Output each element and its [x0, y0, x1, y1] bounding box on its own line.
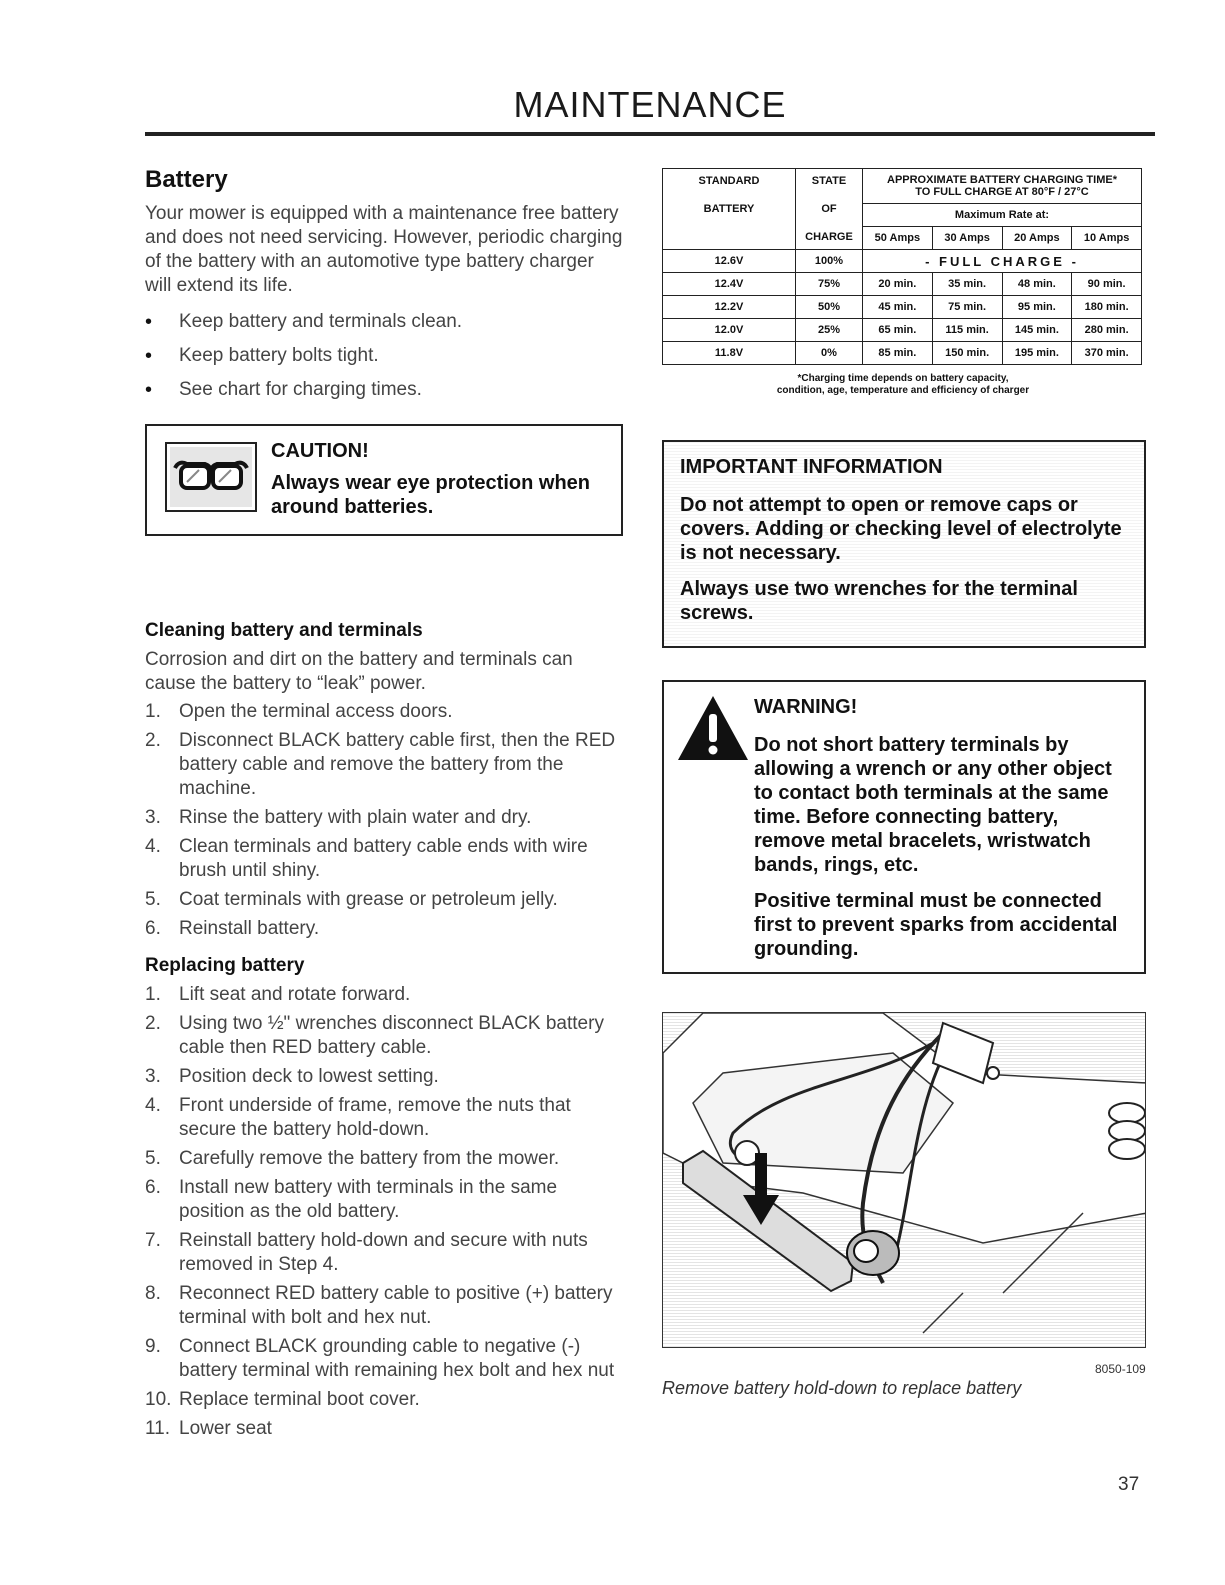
header-amps: 30 Amps	[932, 227, 1002, 250]
list-item: • Keep battery bolts tight.	[145, 344, 625, 368]
list-item: 4. Clean terminals and battery cable ends with wire brush until shiny.	[145, 836, 588, 881]
warning-text-2: Positive terminal must be connected first to prevent sparks from accidental grounding.	[754, 890, 1118, 960]
warning-title: WARNING!	[754, 696, 858, 718]
warning-box	[662, 680, 1146, 974]
battery-bullets	[145, 310, 625, 402]
table-row: 12.2V 50% 45 min. 75 min. 95 min. 180 min.	[663, 296, 1142, 319]
list-item: 6. Reinstall battery.	[145, 918, 320, 939]
header-standard-battery: STANDARD BATTERY	[663, 169, 796, 250]
warning-text-1: Do not short battery terminals by allowing a wrench or any other object to contact both terminals at the same time. Before connecting battery, remove metal bracelets, wristwatch bands, rings, etc.	[754, 734, 1112, 876]
page-number: 37	[1118, 1474, 1140, 1495]
list-item: 5. Carefully remove the battery from the mower.	[145, 1148, 560, 1169]
list-item: 2. Using two ½" wrenches disconnect BLACK battery cable then RED battery cable.	[145, 1013, 604, 1058]
page-title: MAINTENANCE	[513, 84, 787, 125]
full-charge-label: - FULL CHARGE -	[863, 250, 1142, 273]
list-item: 3. Rinse the battery with plain water and dry.	[145, 807, 532, 828]
cleaning-steps	[145, 700, 625, 941]
list-item: 10. Replace terminal boot cover.	[145, 1389, 420, 1410]
battery-figure	[662, 1012, 1146, 1348]
warning-triangle-icon	[676, 694, 750, 762]
charging-table	[662, 168, 1142, 365]
caution-box	[145, 424, 623, 536]
list-item: 1. Lift seat and rotate forward.	[145, 984, 411, 1005]
list-item: 9. Connect BLACK grounding cable to negative (-) battery terminal with remaining hex bolt and hex nut	[145, 1336, 615, 1381]
list-item: 8. Reconnect RED battery cable to positive (+) battery terminal with bolt and hex nut.	[145, 1283, 613, 1328]
battery-section	[145, 160, 625, 412]
replacing-steps	[145, 983, 625, 1441]
header-state-of-charge: STATE OF CHARGE	[796, 169, 863, 250]
table-row: 12.6V 100% - FULL CHARGE -	[663, 250, 1142, 273]
list-item: 11. Lower seat	[145, 1418, 272, 1439]
table-row: 12.0V 25% 65 min. 115 min. 145 min. 280 min.	[663, 319, 1142, 342]
safety-goggles-icon	[165, 442, 257, 512]
header-charging-time: APPROXIMATE BATTERY CHARGING TIME* TO FULL CHARGE AT 80°F / 27°C	[863, 169, 1142, 204]
header-amps: 20 Amps	[1002, 227, 1072, 250]
header-amps: 50 Amps	[863, 227, 933, 250]
important-title: IMPORTANT INFORMATION	[680, 456, 943, 478]
list-item: 4. Front underside of frame, remove the nuts that secure the battery hold-down.	[145, 1095, 571, 1140]
list-item: • Keep battery and terminals clean.	[145, 310, 625, 334]
list-item: 6. Install new battery with terminals in the same position as the old battery.	[145, 1177, 558, 1222]
header-amps: 10 Amps	[1072, 227, 1142, 250]
list-item: 1. Open the terminal access doors.	[145, 701, 453, 722]
table-row: 11.8V 0% 85 min. 150 min. 195 min. 370 min.	[663, 342, 1142, 365]
table-row: 12.4V 75% 20 min. 35 min. 48 min. 90 min.	[663, 273, 1142, 296]
list-item: 5. Coat terminals with grease or petroleum jelly.	[145, 889, 558, 910]
list-item: • See chart for charging times.	[145, 378, 625, 402]
cleaning-section	[145, 620, 625, 1446]
caution-title: CAUTION!	[271, 440, 369, 462]
cleaning-intro: Corrosion and dirt on the battery and terminals can cause the battery to “leak” power.	[145, 649, 573, 694]
figure-caption: Remove battery hold-down to replace battery	[662, 1378, 1022, 1398]
cleaning-heading: Cleaning battery and terminals	[145, 620, 423, 641]
list-item: 7. Reinstall battery hold-down and secure with nuts removed in Step 4.	[145, 1230, 588, 1275]
list-item: 2. Disconnect BLACK battery cable first, then the RED battery cable and remove the battery from the machine.	[145, 730, 616, 799]
charging-chart	[662, 168, 1144, 397]
important-text-2: Always use two wrenches for the terminal screws.	[680, 578, 1078, 624]
battery-intro: Your mower is equipped with a maintenance free battery and does not need servicing. However, periodic charging of the battery with an automotive type battery charger will extend its life.	[145, 203, 623, 296]
battery-heading: Battery	[145, 166, 228, 193]
figure-code: 8050-109	[1095, 1362, 1146, 1376]
chart-footnote: *Charging time depends on battery capacity, condition, age, temperature and efficiency of charger	[776, 373, 1030, 396]
caution-text: Always wear eye protection when around batteries.	[271, 472, 590, 518]
list-item: 3. Position deck to lowest setting.	[145, 1066, 439, 1087]
header-max-rate: Maximum Rate at:	[863, 204, 1142, 227]
important-text-1: Do not attempt to open or remove caps or covers. Adding or checking level of electrolyte is not necessary.	[680, 494, 1122, 564]
important-info-box	[662, 440, 1146, 648]
header-rule	[145, 132, 1155, 136]
replacing-heading: Replacing battery	[145, 955, 305, 976]
